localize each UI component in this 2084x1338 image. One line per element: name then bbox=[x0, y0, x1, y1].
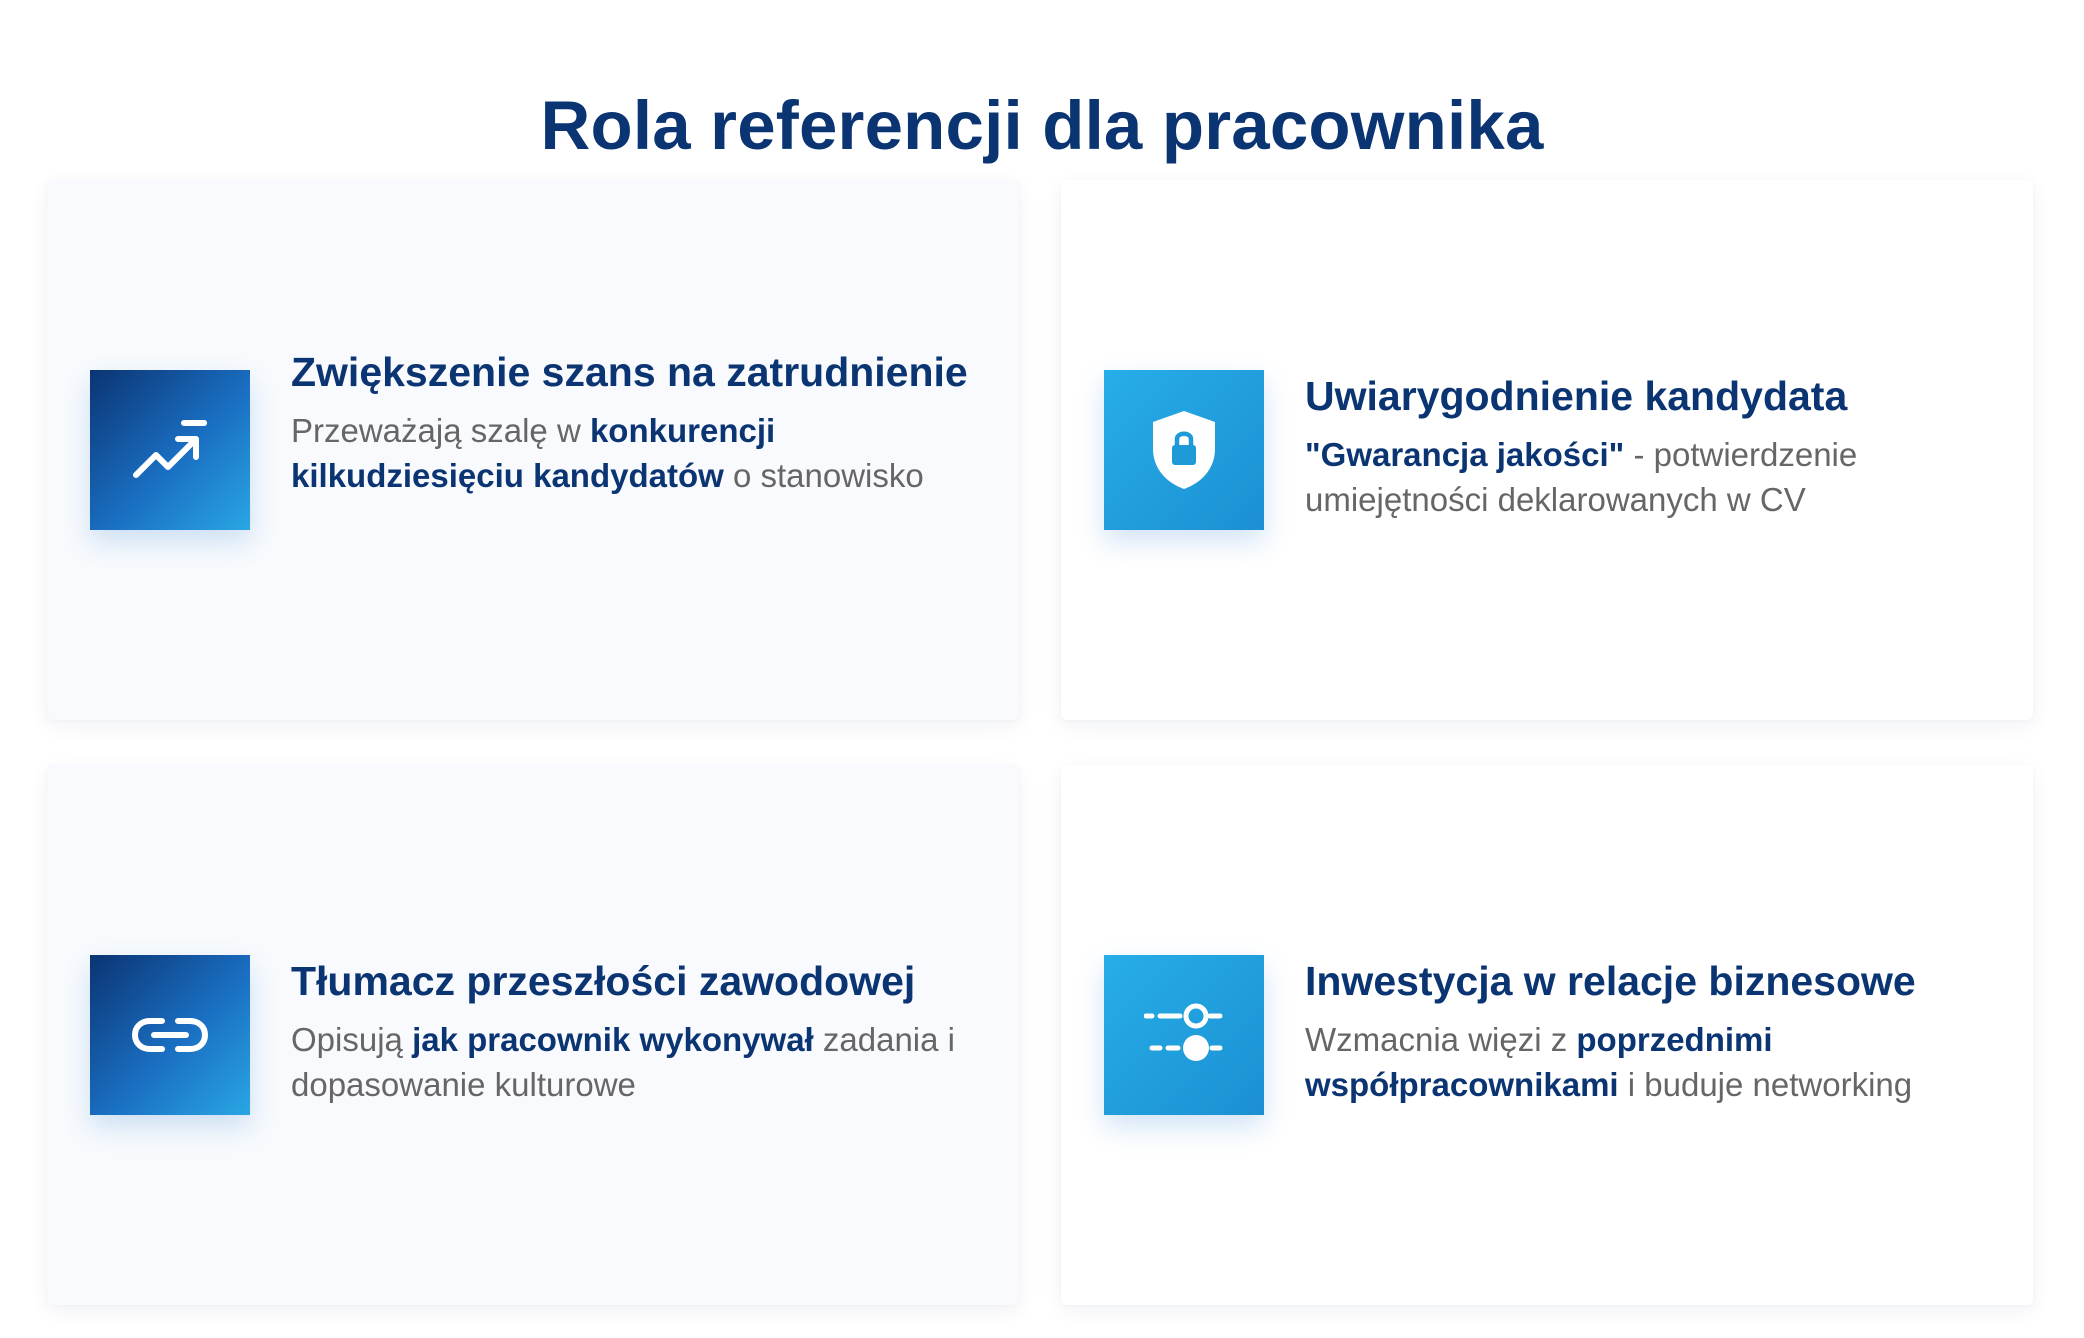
desc-text: zadania i dopasowanie kulturowe bbox=[291, 1021, 955, 1103]
link-icon bbox=[130, 1015, 210, 1055]
card-description bbox=[1305, 1017, 2005, 1107]
sliders-icon bbox=[1144, 1002, 1224, 1068]
card-candidate-credibility bbox=[1061, 180, 2033, 720]
desc-text: - potwierdzenie umiejętności deklarowanych w CV bbox=[1305, 436, 1858, 518]
desc-highlight: konkurencji kilkudziesięciu kandydatów bbox=[291, 412, 776, 494]
shield-lock-icon bbox=[1149, 409, 1219, 491]
desc-highlight: "Gwarancja jakości" bbox=[1305, 436, 1625, 473]
desc-text: i buduje networking bbox=[1618, 1066, 1913, 1103]
icon-tile bbox=[90, 370, 250, 530]
trending-up-icon bbox=[130, 417, 210, 483]
card-employment-chances bbox=[47, 180, 1019, 720]
desc-text: Opisują bbox=[291, 1021, 413, 1058]
card-title: Inwestycja w relacje biznesowe bbox=[1305, 958, 1916, 1004]
card-career-translator bbox=[47, 765, 1019, 1305]
card-description bbox=[291, 408, 991, 498]
card-title: Tłumacz przeszłości zawodowej bbox=[291, 958, 916, 1004]
desc-text: Wzmacnia więzi z bbox=[1305, 1021, 1577, 1058]
card-text bbox=[1305, 372, 2005, 522]
card-text bbox=[1305, 957, 2005, 1107]
card-description bbox=[291, 1017, 991, 1107]
page-title: Rola referencji dla pracownika bbox=[540, 87, 1544, 165]
card-description bbox=[1305, 432, 2005, 522]
desc-text: o stanowisko bbox=[723, 457, 924, 494]
icon-tile bbox=[1104, 955, 1264, 1115]
card-title: Zwiększenie szans na zatrudnienie bbox=[291, 349, 968, 395]
card-business-relations bbox=[1061, 765, 2033, 1305]
desc-highlight: jak pracownik wykonywał bbox=[412, 1021, 814, 1058]
card-title: Uwiarygodnienie kandydata bbox=[1305, 373, 1848, 419]
icon-tile bbox=[90, 955, 250, 1115]
desc-highlight: poprzednimi współpracownikami bbox=[1305, 1021, 1773, 1103]
icon-tile bbox=[1104, 370, 1264, 530]
desc-text: Przeważają szalę w bbox=[291, 412, 590, 449]
card-text bbox=[291, 348, 991, 498]
card-text bbox=[291, 957, 991, 1107]
